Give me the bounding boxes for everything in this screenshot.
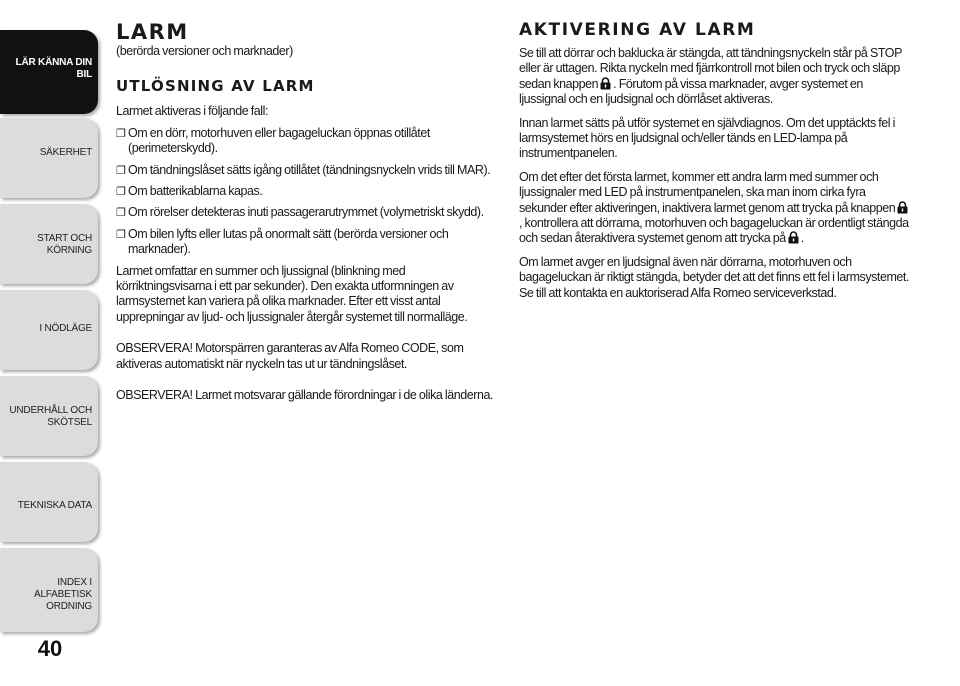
list-item: ❐ Om tändningslåset sätts igång otillåtet (tändningsnyckeln vrids till MAR). bbox=[116, 162, 491, 177]
lock-icon bbox=[897, 201, 908, 214]
lock-icon bbox=[788, 231, 799, 244]
bullet-icon: ❐ bbox=[116, 207, 126, 220]
note-code: OBSERVERA! Motorspärren garanteras av Alfa Romeo CODE, som aktiveras automatiskt när nyckeln tas ut ur tändningslåset. bbox=[116, 341, 464, 371]
tab-label: START OCH KÖRNING bbox=[37, 233, 92, 256]
list-item: ❐ Om batterikablarna kapas. bbox=[116, 184, 263, 199]
tab-label: TEKNISKA DATA bbox=[17, 500, 92, 511]
intro-text: Larmet aktiveras i följande fall: bbox=[116, 104, 268, 119]
tab-label: LÄR KÄNNA DIN BIL bbox=[15, 57, 92, 80]
left-column bbox=[116, 20, 500, 404]
page-number: 40 bbox=[37, 636, 63, 661]
chapter-sidebar bbox=[0, 0, 100, 686]
list-item: ❐ Om bilen lyfts eller lutas på onormalt sätt (berörda versioner och marknader). bbox=[116, 226, 449, 257]
tab-label: SÄKERHET bbox=[39, 147, 92, 158]
section-title-activation: AKTIVERING AV LARM bbox=[519, 20, 756, 40]
bullet-icon: ❐ bbox=[116, 186, 126, 199]
activation-paragraph: Se till att dörrar och baklucka är stängda, att tändningsnyckeln står på STOP eller är uttagen. Rikta nyckeln med fjärrkontroll mot bilen och tryck och släpp sedan knappen . Förutom på vissa marknader, avger systemet en ljussignal och en ljudsignal och dörrlåset aktiveras. bbox=[519, 46, 902, 107]
section-title: UTLÖSNING AV LARM bbox=[116, 77, 315, 96]
bullet-icon: ❐ bbox=[116, 127, 126, 140]
tab-start-och-korning[interactable] bbox=[0, 204, 98, 284]
right-column bbox=[519, 20, 911, 301]
tab-sakerhet[interactable] bbox=[0, 118, 98, 198]
list-item: ❐ Om rörelser detekteras inuti passagerarutrymmet (volymetriskt skydd). bbox=[116, 205, 484, 220]
tab-label: I NÖDLÄGE bbox=[39, 323, 92, 334]
second-alarm-paragraph: Om det efter det första larmet, kommer ett andra larm med summer och ljussignaler med LED på instrumentpanelen, ska man inom cirka fyra sekunder efter aktiveringen, inaktivera larmet genom att trycka på knappen, kontrollera att dörrarna, motorhuven och bagageluckan är ordentligt stängda och sedan återaktivera systemet genom att trycka på . bbox=[519, 169, 909, 246]
tab-label: UNDERHÅLL OCH SKÖTSEL bbox=[9, 405, 92, 428]
fault-paragraph: Om larmet avger en ljudsignal även när dörrarna, motorhuven och bagageluckan är riktigt stängda, betyder det att det finns ett fel i larmsystemet. Se till att kontakta en auktoriserad Alfa Romeo serviceverkstad. bbox=[519, 254, 909, 300]
tab-label: INDEX I ALFABETISK ORDNING bbox=[33, 577, 92, 612]
tab-tekniska-data[interactable] bbox=[0, 462, 98, 542]
tab-i-nodlage[interactable] bbox=[0, 290, 98, 370]
alarm-description: Larmet omfattar en summer och ljussignal (blinkning med körriktningsvisarna i ett par sekunder). Den exakta utformningen av larmsystemet kan variera på olika marknader. Efter ett visst antal upprepningar av ljud- och ljussignaler återgår systemet till normalläge. bbox=[116, 263, 468, 324]
tab-index-i-alfabetisk-ordning[interactable] bbox=[0, 548, 98, 632]
page-subtitle: (berörda versioner och marknader) bbox=[116, 44, 293, 58]
bullet-icon: ❐ bbox=[116, 164, 126, 177]
tab-lar-kanna-din-bil[interactable] bbox=[0, 30, 98, 114]
page-title: LARM bbox=[116, 20, 189, 44]
self-diagnosis-paragraph: Innan larmet sätts på utför systemet en självdiagnos. Om det upptäckts fel i larmsystemet hörs en ljudsignal och/eller tänds en LED-lampa på instrumentpanelen. bbox=[519, 115, 895, 161]
note-regulations: OBSERVERA! Larmet motsvarar gällande förordningar i de olika länderna. bbox=[116, 388, 493, 403]
list-item: ❐ Om en dörr, motorhuven eller bagageluckan öppnas otillåtet (perimeterskydd). bbox=[116, 125, 430, 156]
lock-icon bbox=[600, 77, 611, 90]
tab-underhall-och-skotsel[interactable] bbox=[0, 376, 98, 456]
trigger-list bbox=[116, 126, 500, 258]
bullet-icon: ❐ bbox=[116, 228, 126, 241]
